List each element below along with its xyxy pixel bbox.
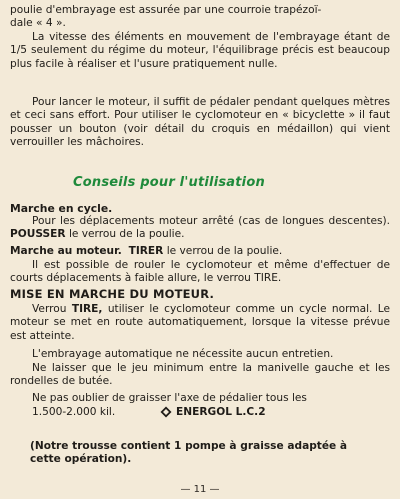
jeu-note: Ne laisser que le jeu minimum entre la manivelle gauche et les rondelles de butée.: [10, 362, 390, 388]
mise-en-marche-heading: MISE EN MARCHE DU MOTEUR.: [10, 287, 215, 301]
mise-en-marche-text-after: utiliser le cyclomoteur comme un cycle normal. Le moteur se met en route automatiquement, lorsque la vitesse prévue est atteinte.: [10, 303, 391, 342]
graisser-distance: 1.500-2.000 kil.: [32, 406, 116, 418]
embrayage-note: L'embrayage automatique ne nécessite aucun entretien.: [32, 348, 334, 360]
graisser-text: Ne pas oublier de graisser l'axe de pédalier tous les: [32, 392, 307, 404]
mise-en-marche-keyword: TIRE,: [71, 303, 103, 315]
intro-line-1: poulie d'embrayage est assurée par une courroie trapézoï-: [10, 4, 322, 16]
mise-en-marche-text: [10, 303, 390, 343]
marche-cycle-text-before: Pour les déplacements moteur arrêté (cas de longues descentes).: [32, 215, 390, 227]
bp-shield-icon: [160, 406, 172, 418]
marche-moteur-text: Il est possible de rouler le cyclomoteur et même d'effectuer de courts déplacements à faible allure, le verrou TIRE.: [10, 259, 390, 285]
mise-en-marche-text-before: Verrou: [32, 303, 67, 315]
paragraph-starting: Pour lancer le moteur, il suffit de pédaler pendant quelques mètres et ceci sans effort. Pour utiliser le cyclomoteur en « bicyclette » il faut pousser un bouton (voir détail du croquis en médaillon) qui vient verrouiller les mâchoires.: [10, 96, 390, 149]
paragraph-clutch-speed: La vitesse des éléments en mouvement de l'embrayage étant de 1/5 seulement du régime du moteur, l'équilibrage précis est beaucoup plus facile à réaliser et l'usure pratiquement nulle.: [10, 31, 390, 70]
marche-moteur-heading: Marche au moteur.: [10, 245, 122, 257]
marche-cycle-text-after: le verrou de la poulie.: [68, 228, 185, 241]
page-number: — 11 —: [180, 484, 220, 495]
marche-moteur-keyword: TIRER: [128, 245, 164, 257]
marche-cycle-text: [10, 215, 390, 242]
intro-line-2: dale « 4 ».: [10, 17, 66, 29]
section-title: Conseils pour l'utilisation: [73, 175, 265, 190]
trousse-note: (Notre trousse contient 1 pompe à graisse adaptée à cette opération).: [30, 439, 348, 465]
marche-cycle-heading: Marche en cycle.: [10, 202, 113, 215]
marche-moteur-text-after: le verrou de la poulie.: [166, 245, 283, 257]
energol-label: ENERGOL L.C.2: [176, 406, 266, 418]
marche-moteur-line: [10, 245, 390, 258]
marche-cycle-keyword: POUSSER: [10, 228, 66, 241]
